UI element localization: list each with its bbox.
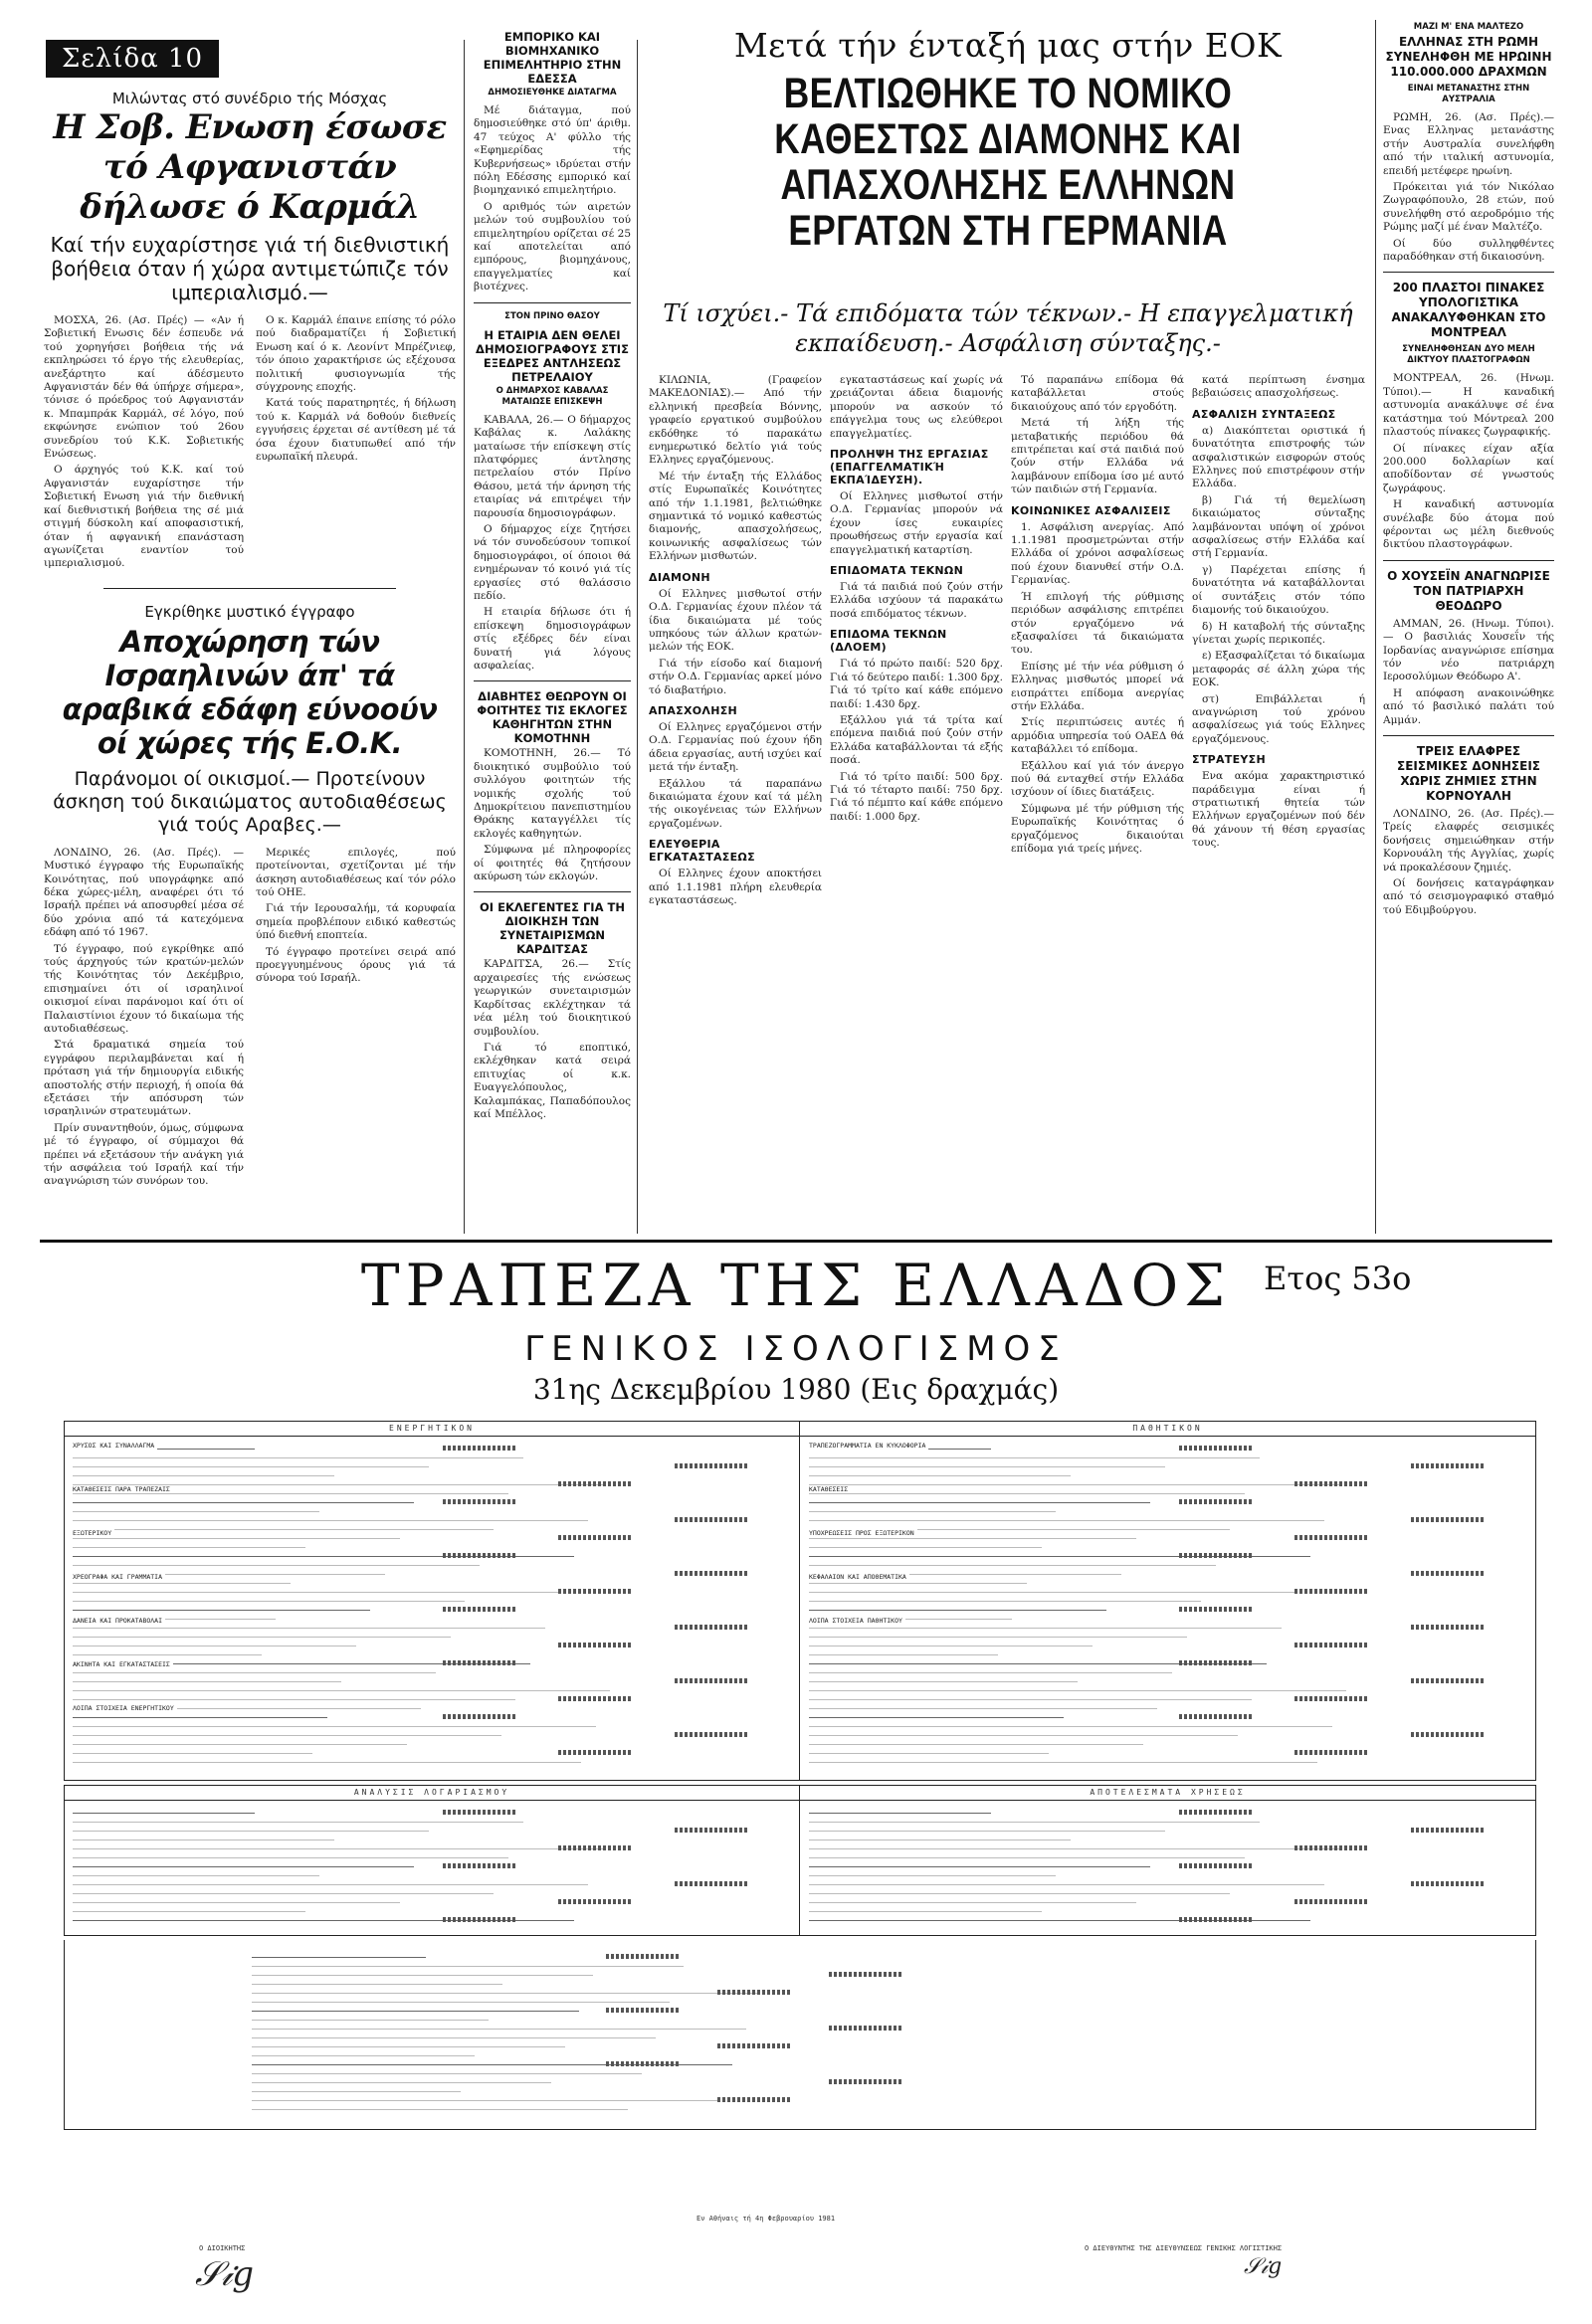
table-amount: [1294, 1899, 1368, 1904]
israel-paragraph: Γιά τήν Ιερουσαλήμ, τά κορυφαία σημεία προβλέπουν ειδικό καθεστώς ύπό διεθνή εποπτεία.: [256, 902, 456, 942]
table-label: ΕΞΩΤΕΡΙΚΟΥ: [73, 1529, 114, 1537]
eok-paragraph: Γιά τά παιδιά πού ζούν στήν Ελλάδα ισχύουν τά παρακάτω ποσά επιδόματος τέκνων.: [830, 581, 1003, 620]
table-amount: [558, 1696, 632, 1701]
table-rule: [73, 1654, 262, 1655]
table-rule: [809, 1547, 1042, 1548]
table-amount: [1294, 1481, 1368, 1486]
balance-notes: [64, 1940, 1536, 2130]
afghan-body: [44, 314, 456, 574]
quake-paragraph: ΛΟΝΔΙΝΟ, 26. (Ασ. Πρές).— Τρείς ελαφρές σεισμικές δονήσεις σημειώθηκαν στήν Κορνουάλη τής Αγγλίας, χωρίς νά προκαλέσουν ζημιές.: [1383, 808, 1554, 873]
students-paragraph: ΚΟΜΟΤΗΝΗ, 26.— Τό διοικητικό συμβούλιο τού συλλόγου φοιτητών τής νομικής σχολής τού Δημοκρίτειου πανεπιστημίου Θράκης καταγγέλλει τίς εκλογές καθηγητών.: [474, 747, 631, 840]
table-rule: [809, 1601, 1201, 1602]
table-rule: [73, 1466, 429, 1467]
montreal-subhead: ΣΥΝΕΛΗΦΘΗΣΑΝ ΔΥΟ ΜΕΛΗ ΔΙΚΤΥΟΥ ΠΛΑΣΤΟΓΡΑΦΩΝ: [1402, 344, 1535, 366]
montreal-paragraph: Η καναδική αστυνομία συνέλαβε δύο άτομα πού φέρονται ως μέλη διεθνούς δικτύου πλαστογράφων.: [1383, 498, 1554, 551]
table-rule: [73, 1565, 480, 1566]
table-label: ΚΑΤΑΘΕΣΕΙΣ ΠΑΡΑ ΤΡΑΠΕΖΑΙΣ: [73, 1485, 173, 1493]
table-label: ΚΕΦΑΛΑΙΟΝ ΚΑΙ ΑΠΟΘΕΜΑΤΙΚΑ: [809, 1573, 909, 1581]
table-amount: [675, 1571, 748, 1576]
table-amount: [558, 1589, 632, 1594]
table-rule: [252, 2055, 475, 2056]
divider: [474, 302, 631, 303]
table-rule: [809, 1744, 1143, 1745]
table-amount: [1294, 1643, 1368, 1647]
table-amount: [443, 1499, 516, 1504]
table-rule: [73, 1529, 494, 1530]
governor-signature: 𝒮𝒾𝑔: [195, 2254, 255, 2294]
table-amount: [1294, 1535, 1368, 1540]
table-rule: [252, 1984, 502, 1985]
divider: [103, 588, 396, 589]
liabilities-header: ΠΑΘΗΤΙΚΟΝ: [800, 1422, 1535, 1437]
table-rule: [809, 1654, 998, 1655]
table-amount: [443, 1553, 516, 1558]
montreal-paragraph: Οί πίνακες είχαν αξία 200.000 δολλαρίων καί αποδίδονταν σέ γνωστούς ζωγράφους.: [1383, 442, 1554, 494]
table-rule: [809, 1502, 1150, 1503]
chamber-paragraph: Μέ διάταγμα, πού δημοσιεύθηκε στό ύπ' άριθμ. 47 τεύχος Α' φύλλο τής «Εφημερίδας τής Κυβερνήσεως» ιδρύεται στήν πόλη Εδέσσης εμπορικό καί βιομηχανικό επιμελητήριο.: [474, 104, 631, 197]
eok-subhead: ΔΙΑΜΟΝΗ: [649, 570, 710, 584]
table-label: ΚΑΤΑΘΕΣΕΙΣ: [809, 1485, 851, 1493]
balance-table-lower: [64, 1785, 1536, 1936]
table-amount: [829, 2079, 902, 2084]
eok-paragraph: Εξάλλου καί γιά τόν άνεργο πού θά ενταχθεί στήν Ελλάδα ισχύουν οί ίδιες διατάξεις.: [1011, 759, 1184, 799]
table-amount: [1179, 1917, 1253, 1922]
quake-headline: ΤΡΕΙΣ ΕΛΑΦΡΕΣ ΣΕΙΣΜΙΚΕΣ ΔΟΝΗΣΕΙΣ ΧΩΡΙΣ ΖΗΜΙΕΣ ΣΤΗΝ ΚΟΡΝΟΥΑΛΗ: [1397, 744, 1540, 803]
eok-column-c: [1011, 374, 1184, 1230]
table-rule: [73, 1547, 305, 1548]
afghan-headline: Η Σοβ. Ενωση έσωσε τό Αφγανιστάν δήλωσε ό Καρμάλ: [53, 107, 447, 227]
israel-paragraph: Πρίν συναντηθούν, όμως, σύμφωνα μέ τό έγγραφο, οί σύμμαχοι θά πρέπει νά εξετάσουν τήν ανάγκη γιά τήν ασφάλεια τού Ισραήλ καί τήν αναγνώριση τών συνόρων του.: [44, 1121, 244, 1188]
table-rule: [809, 1884, 1324, 1885]
afghan-kicker: Μιλώντας στό συνέδριο τής Μόσχας: [111, 90, 388, 107]
divider: [474, 680, 631, 681]
table-rule: [73, 1592, 559, 1593]
table-rule: [252, 2073, 642, 2074]
table-rule: [73, 1831, 429, 1832]
table-rule: [73, 1911, 305, 1912]
eok-paragraph: Σύμφωνα μέ τήν ρύθμιση τής Ευρωπαϊκής Κοινότητας ό εργαζόμενος δικαιούται επίδομα γιά τρείς μήνες.: [1011, 802, 1184, 855]
table-rule: [809, 1484, 1339, 1485]
table-amount: [443, 1607, 516, 1612]
divider: [1383, 272, 1554, 273]
table-amount: [675, 1881, 748, 1886]
coops-headline: ΟΙ ΕΚΛΕΓΕΝΤΕΣ ΓΙΑ ΤΗ ΔΙΟΙΚΗΣΗ ΤΩΝ ΣΥΝΕΤΑΙΡΙΣΜΩΝ ΚΑΡΔΙΤΣΑΣ: [480, 900, 625, 957]
table-rule: [252, 2082, 551, 2083]
montreal-paragraph: ΜΟΝΤΡΕΑΛ, 26. (Ηνωμ. Τύποι).— Η καναδική αστυνομία ανακάλυψε σέ ένα κατάστημα τού Μόντρεαλ 200 πλαστούς πίνακες ζωγραφικής.: [1383, 372, 1554, 439]
table-rule: [73, 1538, 400, 1539]
table-rule: [73, 1699, 515, 1700]
table-amount: [443, 1714, 516, 1719]
table-rule: [809, 1475, 1071, 1476]
table-rule: [252, 1993, 760, 1994]
table-rule: [809, 1813, 991, 1814]
rome-paragraph: Πρόκειται γιά τόν Νικόλαο Ζωγραφόπουλο, 28 ετών, πού συνελήφθη στό αεροδρόμιο τής Ρώμης μαζί μέ έναν Μαλτέζο.: [1383, 181, 1554, 234]
pl-left-header: ΑΝΑΛΥΣΙΣ ΛΟΓΑΡΙΑΣΜΟΥ: [65, 1786, 800, 1801]
table-rule: [252, 2091, 461, 2092]
table-amount: [1411, 1881, 1485, 1886]
israel-deck: Παράνομοι οί οικισμοί.— Προτείνουν άσκηση τού δικαιώματος αυτοδιαθέσεως γιά τούς Αραβες.—: [53, 767, 447, 836]
eok-paragraph: Οί Ελληνες μισθωτοί στήν Ο.Δ. Γερμανίας μπορούν νά έχουν ίσες ευκαιρίες προωθήσεως στήν εργασία καί επαγγελματική καταρτίση.: [830, 490, 1003, 556]
table-amount: [717, 2097, 791, 2102]
chamber-paragraph: Ο αριθμός τών αιρετών μελών τού συμβουλίου τού επιμελητηρίου ορίζεται σέ 25 καί αποτελείται από εμπόρους, βιομηχάνους, επαγγελματίες καί βιοτέχνες.: [474, 200, 631, 293]
table-rule: [73, 1726, 596, 1727]
table-rule: [73, 1601, 465, 1602]
students-headline: ΔΙΑΒΗΤΕΣ ΘΕΩΡΟΥΝ ΟΙ ΦΟΙΤΗΤΕΣ ΤΙΣ ΕΚΛΟΓΕΣ ΚΑΘΗΓΗΤΩΝ ΣΤΗΝ ΚΟΜΟΤΗΝΗ: [477, 689, 628, 746]
table-rule: [809, 1583, 1027, 1584]
eok-paragraph: Ή επιλογή τής ρύθμισης περιόδων ασφάλισης επιτρέπει στόν εργαζόμενο νά εξασφαλίσει τά δικαιώματα του.: [1011, 590, 1184, 657]
oil-paragraph: ΚΑΒΑΛΑ, 26.— Ο δήμαρχος Καβάλας κ. Λαλάκης ματαίωσε τήν επίσκεψη στίς πλατφόρμες άντλησης πετρελαίου στόν Πρίνο Θάσου, μετά τήν άρνηση τής εταιρίας νά επιτρέψει τήν παρουσία δημοσιογράφων.: [474, 413, 631, 519]
table-rule: [73, 1610, 370, 1611]
divider: [1383, 560, 1554, 561]
table-label: ΧΡΕΟΓΡΑΦΑ ΚΑΙ ΓΡΑΜΜΑΤΙΑ: [73, 1573, 165, 1581]
table-rule: [809, 1822, 1260, 1823]
table-amount: [1411, 1678, 1485, 1683]
table-rule: [809, 1831, 1165, 1832]
afghan-paragraph: Ο άρχηγός τού Κ.Κ. καί τού Αφγανιστάν ευχαρίστησε τήν Σοβιετική Ενωση γιά τήν διεθνική καί διεθνιστική βοήθεια της σέ μιά στιγμή δύσκολη καί αποφασιστική, όταν ή αφγανική επανάσταση αγωνίζεται εναντίον τού ιμπεριαλισμού.: [44, 464, 244, 570]
afghan-paragraph: ΜΟΣΧΑ, 26. (Ασ. Πρές) — «Αν ή Σοβιετική Ενωσις δέν έσπευδε νά τού χορηγήσει βοήθεια τής νά εκπληρώσει τό έργο τής ελευθερίας, ανεξάρτητο καί άδέσμευτο Αφγανιστάν δέν θά ύπήρχε σήμερα», τόνισε ό πρόεδρος τού Αφγανιστάν κ. Μπαμπράκ Καρμάλ, σέ λόγο, πού εκφώνησε ενώπιον τού 26ου συνεδρίου τού Κ.Κ. Σοβιετικής Ενώσεως.: [44, 314, 244, 461]
table-amount: [1411, 1517, 1485, 1522]
second-column: [474, 30, 631, 1234]
table-rule: [809, 1911, 1042, 1912]
table-rule: [809, 1902, 1136, 1903]
table-label: ΛΟΙΠΑ ΣΤΟΙΧΕΙΑ ΕΝΕΡΓΗΤΙΚΟΥ: [73, 1704, 177, 1712]
eok-header: [645, 26, 1371, 324]
table-rule: [809, 1848, 1339, 1849]
table-amount: [1179, 1863, 1253, 1868]
table-label: ΥΠΟΧΡΕΩΣΕΙΣ ΠΡΟΣ ΕΞΩΤΕΡΙΚΟΝ: [809, 1529, 917, 1537]
table-rule: [809, 1726, 1332, 1727]
table-rule: [809, 1857, 1245, 1858]
table-rule: [73, 1717, 327, 1718]
eok-paragraph: Στίς περιπτώσεις αυτές ή αρμόδια υπηρεσία τού ΟΑΕΔ θά καταβάλλει τό επίδομα.: [1011, 716, 1184, 756]
eok-paragraph: κατά περίπτωση ένσημα βεβαιώσεις απασχολήσεως.: [1192, 374, 1365, 400]
table-amount: [443, 1863, 516, 1868]
table-amount: [606, 2061, 680, 2066]
table-rule: [809, 1875, 1056, 1876]
oil-paragraph: Ο δήμαρχος είχε ζητήσει νά τόν συνοδεύσουν τοπικοί δημοσιογράφοι, οί όποιοι θά ενημέρωναν τό κοινό γιά τίς εργασίες στό θαλάσσιο πεδίο.: [474, 522, 631, 602]
table-rule: [73, 1457, 523, 1458]
table-amount: [1411, 1625, 1485, 1630]
table-amount: [1294, 1696, 1368, 1701]
page-label: Σελίδα 10: [46, 40, 219, 78]
oil-paragraph: Η εταιρία δήλωσε ότι ή επίσκεψη δημοσιογράφων στίς εξέδρες δέν είναι δυνατή γιά λόγους ασφαλείας.: [474, 606, 631, 672]
table-rule: [252, 2109, 628, 2110]
eok-paragraph: εγκαταστάσεως καί χωρίς νά χρειάζονται άδεια διαμονής μπορούν να ασκούν τό επάγγελμα τους ως ελεύθεροι επαγγελματίες.: [830, 374, 1003, 440]
students-paragraph: Σύμφωνα μέ πληροφορίες οί φοιτητές θά ζητήσουν ακύρωση τών εκλογών.: [474, 844, 631, 883]
eok-paragraph: Επίσης μέ τήν νέα ρύθμιση ό Ελληνας μισθωτός μπορεί νά εισπράττει επίδομα ανεργίας στήν Ελλάδα.: [1011, 660, 1184, 712]
table-rule: [809, 1592, 1295, 1593]
hussein-paragraph: Η απόφαση ανακοινώθηκε από τό βασιλικό παλάτι τού Αμμάν.: [1383, 686, 1554, 726]
table-rule: [809, 1708, 1157, 1709]
eok-paragraph: Εξάλλου γιά τά τρίτα καί επόμενα παιδιά πού ζούν στήν Ελλάδα καταβάλλονται τά εξής ποσά.: [830, 713, 1003, 767]
eok-subhead: ΚΟΙΝΩΝΙΚΕΣ ΑΣΦΑΛΙΣΕΙΣ: [1011, 503, 1171, 517]
table-amount: [1179, 1714, 1253, 1719]
eok-paragraph: Οί Ελληνες εργαζόμενοι στήν Ο.Δ. Γερμανίας πού έχουν ήδη άδεια εργασίας, αυτή ισχύει καί μετά τήν ένταξη.: [649, 720, 822, 774]
table-rule: [809, 1717, 1064, 1718]
table-label: ΔΑΝΕΙΑ ΚΑΙ ΠΡΟΚΑΤΑΒΟΛΑΙ: [73, 1617, 165, 1625]
table-rule: [809, 1762, 1317, 1763]
table-rule: [252, 1957, 426, 1958]
hussein-paragraph: ΑΜΜΑΝ, 26. (Ηνωμ. Τύποι).— Ο βασιλιάς Χουσεΐν τής Ιορδανίας αναγνώρισε επίσημα τόν νέο πατριάρχη Ιεροσολύμων Θεόδωρο Α'.: [1383, 617, 1554, 683]
coops-paragraph: ΚΑΡΔΙΤΣΑ, 26.— Στίς αρχαιρεσίες τής ενώσεως γεωργικών συνεταιρισμών Καρδίτσας εκλέχτηκαν τά νέα μέλη τού διοικητικού συμβουλίου.: [474, 958, 631, 1038]
column-rule: [464, 40, 465, 1234]
table-amount: [606, 1954, 680, 1959]
israel-paragraph: ΛΟΝΔΙΝΟ, 26. (Ασ. Πρές). — Μυστικό έγγραφο τής Ευρωπαϊκής Κοινότητας, πού υπογράφηκε από δέκα χώρες-μέλη, αναφέρει ότι τό Ισραήλ πρέπει νά αποσυρθεί μέσα σέ δύο χρόνια από τά κατεχόμενα εδάφη από τό 1967.: [44, 846, 244, 939]
table-rule: [252, 2002, 670, 2003]
israel-body: [44, 847, 456, 1192]
table-rule: [252, 2029, 746, 2030]
eok-paragraph: Ενα ακόμα χαρακτηριστικό παράδειγμα είναι ή στρατιωτική θητεία τών Ελλήνων εργαζομένων πού δέν θά χάνουν τή θέση εργασίας τους.: [1192, 770, 1365, 850]
eok-paragraph: α) Διακόπτεται οριστικά ή δυνατότητα επιστροφής τών ασφαλιστικών εισφορών στούς Ελληνες πού επιστρέφουν στήν Ελλάδα.: [1192, 424, 1365, 490]
table-amount: [675, 1463, 748, 1468]
table-amount: [1411, 1571, 1485, 1576]
table-amount: [675, 1625, 748, 1630]
table-rule: [73, 1628, 545, 1629]
oil-kicker: ΣΤΟΝ ΠΡΙΝΟ ΘΑΣΟΥ: [504, 310, 600, 321]
eok-kicker: Μετά τήν ένταξή μας στήν ΕΟΚ: [733, 26, 1283, 65]
assets-header: ΕΝΕΡΓΗΤΙΚΟΝ: [65, 1422, 800, 1437]
bank-year: Ετος 53ο: [1264, 1259, 1412, 1297]
eok-paragraph: ΚΙΛΩΝΙΑ, (Γραφείον ΜΑΚΕΔΟΝΙΑΣ).— Από τήν ελληνική πρεσβεία Βόννης, γραφείο εργατικού συμβούλου εκδόθηκε τό παρακάτω ενημερωτικό δελτίο γιά τούς Ελληνες εργαζόμενους.: [649, 374, 822, 467]
table-rule: [809, 1753, 1049, 1754]
table-rule: [73, 1893, 494, 1894]
table-rule: [252, 2046, 565, 2047]
eok-paragraph: Γιά τό τρίτο παιδί: 500 δρχ. Γιά τό τέταρτο παιδί: 750 δρχ. Γιά τό πέμπτο καί κάθε επόμενο παιδί: 1.000 δρχ.: [830, 770, 1003, 823]
table-rule: [809, 1511, 1056, 1512]
table-rule: [252, 2020, 489, 2021]
rome-paragraph: Οί δύο συλληφθέντες παραδόθηκαν στή δικαιοσύνη.: [1383, 237, 1554, 264]
eok-deck: Τί ισχύει.- Τά επιδόματα τών τέκνων.- Η επαγγελματική εκπαίδευση.- Ασφάλιση σύνταξης.-: [663, 299, 1353, 357]
eok-paragraph: Γιά τήν είσοδο καί διαμονή στήν Ο.Δ. Γερμανίας αρκεί μόνο τό διαβατήριο.: [649, 657, 822, 696]
table-rule: [73, 1583, 291, 1584]
eok-paragraph: Οί Ελληνες έχουν αποκτήσει από 1.1.1981 πλήρη ελευθερία εγκαταστάσεως.: [649, 868, 822, 906]
israel-paragraph: Στά δραματικά σημεία τού εγγράφου περιλαμβάνεται καί ή πρόταση γιά τήν δημιουργία ειδικής αποστολής στήν περιοχή, ή οποία θά εξετάσει τήν απόσυρση τών ισραηλινών στρατευμάτων.: [44, 1039, 244, 1118]
table-rule: [73, 1822, 523, 1823]
balance-table-upper: [64, 1421, 1536, 1781]
eok-paragraph: Μετά τή λήξη τής μεταβατικής περιόδου θά επιτρέπεται καί στά παιδιά πού ζούν στήν Ελλάδα νά λαμβάνουν επίδομα ίσο μέ αυτό τών παιδιών στή Γερμανία.: [1011, 417, 1184, 496]
table-rule: [809, 1628, 1282, 1629]
eok-paragraph: Εξάλλου τά παραπάνω δικαιώματα έχουν καί τά μέλη τής οικογένειας τών Ελλήνων εργαζομένων.: [649, 777, 822, 830]
rome-kicker: ΜΑΖΙ Μ' ΕΝΑ ΜΑΛΤΕΖΟ: [1413, 22, 1524, 32]
table-rule: [252, 1966, 684, 1967]
table-rule: [809, 1681, 1078, 1682]
section-rule: [40, 1240, 1552, 1243]
table-rule: [73, 1502, 414, 1503]
table-amount: [1179, 1607, 1253, 1612]
table-amount: [1179, 1499, 1253, 1504]
eok-subhead: ΑΠΑΣΧΟΛΗΣΗ: [649, 703, 738, 717]
table-rule: [73, 1866, 414, 1867]
left-column: [44, 90, 456, 1234]
table-label: ΤΡΑΠΕΖΟΓΡΑΜΜΑΤΙΑ ΕΝ ΚΥΚΛΟΦΟΡΙΑ: [809, 1442, 928, 1450]
eok-paragraph: Γιά τό πρώτο παιδί: 520 δρχ. Γιά τό δεύτερο παιδί: 1.300 δρχ. Γιά τό τρίτο καί κάθε επόμενο παιδί: 1.430 δρχ.: [830, 658, 1003, 710]
oil-headline: Η ΕΤΑΙΡΙΑ ΔΕΝ ΘΕΛΕΙ ΔΗΜΟΣΙΟΓΡΑΦΟΥΣ ΣΤΙΣ ΕΞΕΔΡΕΣ ΑΝΤΛΗΣΕΩΣ ΠΕΤΡΕΛΑΙΟΥ: [476, 327, 629, 384]
rome-subhead: ΕΙΝΑΙ ΜΕΤΑΝΑΣΤΗΣ ΣΤΗΝ ΑΥΣΤΡΑΛΙΑ: [1407, 84, 1530, 104]
table-amount: [829, 2026, 902, 2031]
eok-subhead: ΑΣΦΑΛΙΣΗ ΣΥΝΤΑΞΕΩΣ: [1192, 407, 1336, 421]
israel-headline: Αποχώρηση τών Ισραηλινών άπ' τά αραβικά εδάφη εύνοούν οί χώρες τής Ε.Ο.Κ.: [62, 624, 438, 760]
table-amount: [1411, 1463, 1485, 1468]
eok-column-a: [649, 374, 822, 1230]
pl-right-header: ΑΠΟΤΕΛΕΣΜΑΤΑ ΧΡΗΣΕΩΣ: [800, 1786, 1535, 1801]
hussein-headline: Ο ΧΟΥΣΕΪΝ ΑΝΑΓΝΩΡΙΣΕ ΤΟΝ ΠΑΤΡΙΑΡΧΗ ΘΕΟΔΩΡΟ: [1387, 568, 1550, 613]
table-rule: [809, 1466, 1165, 1467]
table-rule: [809, 1538, 1136, 1539]
afghan-deck: Καί τήν ευχαρίστησε γιά τή διεθνιστική βοήθεια όταν ή χώρα αντιμετώπιζε τόν ιμπεριαλισμό.—: [50, 233, 450, 304]
table-rule: [73, 1884, 588, 1885]
table-rule: [809, 1672, 1172, 1673]
israel-paragraph: Τό έγγραφο προτείνει σειρά από προεγγυημένους όρους γιά τά σύνορα τού Ισραήλ.: [256, 945, 456, 985]
table-rule: [73, 1520, 588, 1521]
table-amount: [558, 1845, 632, 1850]
eok-paragraph: στ) Επιβάλλεται ή αναγνώριση τού χρόνου ασφαλίσεως γιά τούς Ελληνες εργαζόμενους.: [1192, 692, 1365, 745]
table-amount: [1411, 1828, 1485, 1833]
table-rule: [252, 2011, 579, 2012]
rome-headline: ΕΛΛΗΝΑΣ ΣΤΗ ΡΩΜΗ ΣΥΝΕΛΗΦΘΗ ΜΕ ΗΡΩΙΝΗ 110.000.000 ΔΡΑΧΜΩΝ: [1385, 35, 1552, 79]
table-rule: [73, 1493, 508, 1494]
table-amount: [558, 1535, 632, 1540]
table-amount: [1179, 1660, 1253, 1665]
table-rule: [252, 1975, 593, 1976]
table-rule: [809, 1520, 1324, 1521]
table-rule: [809, 1690, 1346, 1691]
table-amount: [558, 1750, 632, 1755]
bank-title: ΤΡΑΠΕΖΑ ΤΗΣ ΕΛΛΑΔΟΣ: [360, 1252, 1232, 1319]
table-label: ΑΚΙΝΗΤΑ ΚΑΙ ΕΓΚΑΤΑΣΤΑΣΕΙΣ: [73, 1660, 173, 1668]
table-rule: [73, 1681, 341, 1682]
column-rule: [637, 40, 638, 1234]
table-rule: [73, 1735, 501, 1736]
table-amount: [829, 1972, 902, 1977]
right-column: [1383, 22, 1554, 1232]
eok-subhead: ΕΛΕΥΘΕΡΙΑ ΕΓΚΑΤΑΣΤΑΣΕΩΣ: [649, 838, 755, 865]
table-amount: [443, 1660, 516, 1665]
eok-paragraph: Οί Ελληνες μισθωτοί στήν Ο.Δ. Γερμανίας έχουν πλέον τά ίδια δικαιώματα μέ τούς υπηκόους τών άλλων κρατών-μελών τής ΕΟΚ.: [649, 587, 822, 654]
table-rule: [73, 1813, 255, 1814]
table-amount: [1179, 1553, 1253, 1558]
table-rule: [809, 1699, 1252, 1700]
table-amount: [1179, 1810, 1253, 1815]
table-amount: [1294, 1845, 1368, 1850]
director-label: Ο ΔΙΕΥΘΥΝΤΗΣ ΤΗΣ ΔΙΕΥΘΥΝΣΕΩΣ ΓΕΝΙΚΗΣ ΛΟΓΙΣΤΙΚΗΣ: [1085, 2244, 1283, 2252]
table-divider: [799, 1786, 800, 1935]
rome-paragraph: ΡΩΜΗ, 26. (Ασ. Πρές).— Ενας Ελληνας μετανάστης στήν Αυστραλία συνελήφθη από τήν ιταλική αστυνομία, επειδή μετέφερε ηρωίνη.: [1383, 111, 1554, 177]
table-rule: [252, 2100, 718, 2101]
eok-paragraph: Μέ τήν ένταξη τής Ελλάδος στίς Ευρωπαϊκές Κοινότητες από τήν 1.1.1981, βελτιώθηκε σημαντικά τό νομικό καθεστώς διαμονής, απασχολήσεως, κοινωνικής ασφαλίσεως τών Ελλήνων μισθωτών.: [649, 470, 822, 563]
eok-column-b: [830, 374, 1003, 1230]
bank-date: 31ης Δεκεμβρίου 1980 (Εις δραχμάς): [532, 1373, 1060, 1406]
afghan-paragraph: Κατά τούς παρατηρητές, ή δήλωση τού κ. Καρμάλ νά δοθούν διεθνείς εγγυήσεις έρχεται σέ αντίθεση μέ τά όσα έχουν διατυπωθεί από τήν ευρωπαϊκή πλευρά.: [256, 397, 456, 464]
table-rule: [809, 1893, 1230, 1894]
eok-deck-wrap: [645, 298, 1371, 368]
eok-subhead: ΣΤΡΑΤΕΥΣΗ: [1192, 753, 1266, 767]
table-amount: [558, 1481, 632, 1486]
table-amount: [1294, 1750, 1368, 1755]
table-rule: [809, 1457, 1260, 1458]
table-amount: [443, 1446, 516, 1451]
oil-subhead: Ο ΔΗΜΑΡΧΟΣ ΚΑΒΑΛΑΣ ΜΑΤΑΙΩΣΕ ΕΠΙΣΚΕΨΗ: [496, 385, 609, 407]
chamber-subhead: ΔΗΜΟΣΙΕΥΘΗΚΕ ΔΙΑΤΑΓΜΑ: [488, 88, 617, 97]
table-amount: [1294, 1589, 1368, 1594]
table-rule: [73, 1744, 407, 1745]
table-amount: [558, 1643, 632, 1647]
afghan-paragraph: Ο κ. Καρμάλ έπαινε επίσης τό ρόλο πού διαδραματίζει ή Σοβιετική Ενωση καί ό κ. Λεονίντ Μπρέζνιεφ, τόν όποιο χαρακτήρισε ώς εξέχουσα πολιτική φυσιογνωμία τής σύγχρονης εποχής.: [256, 314, 456, 394]
column-rule: [1375, 20, 1376, 1234]
director-signature: 𝒮𝒾𝑔: [1244, 2254, 1283, 2279]
table-rule: [73, 1762, 581, 1763]
table-rule: [809, 1565, 1216, 1566]
table-rule: [73, 1475, 334, 1476]
table-amount: [1179, 1446, 1253, 1451]
eok-column-d: [1192, 374, 1365, 1230]
quake-paragraph: Οί δονήσεις καταγράφηκαν από τό σεισμογραφικό σταθμό τού Εδιμβούργου.: [1383, 877, 1554, 916]
table-amount: [717, 1990, 791, 1995]
table-amount: [443, 1917, 516, 1922]
table-rule: [809, 1493, 1245, 1494]
eok-paragraph: β) Γιά τή θεμελίωση δικαιώματος σύνταξης λαμβάνονται υπόψη οί χρόνοι ασφαλίσεως στήν Ελλάδα καί στή Γερμανία.: [1192, 493, 1365, 560]
table-label: ΧΡΥΣΟΣ ΚΑΙ ΣΥΝΑΛΛΑΓΜΑ: [73, 1442, 157, 1450]
eok-subhead: ΕΠΙΔΟΜΑ ΤΕΚΝΩΝ (ΔΛΟΕΜ): [830, 628, 947, 655]
table-rule: [809, 1637, 1187, 1638]
table-rule: [252, 2037, 656, 2038]
sheet-date: Εν Αθήναις τή 4η Φεβρουαρίου 1981: [696, 2215, 836, 2223]
table-rule: [73, 1637, 451, 1638]
table-amount: [717, 2043, 791, 2048]
table-rule: [73, 1753, 312, 1754]
eok-paragraph: γ) Παρέχεται επίσης ή δυνατότητα νά καταβάλλονται οί συντάξεις στόν τόπο διαμονής τού δικαιούχου.: [1192, 563, 1365, 617]
table-rule: [73, 1902, 400, 1903]
eok-paragraph: Τό παραπάνω επίδομα θά καταβάλλεται στούς δικαιούχους από τόν εργοδότη.: [1011, 374, 1184, 413]
table-rule: [73, 1848, 603, 1849]
eok-paragraph: δ) Η καταβολή τής σύνταξης γίνεται χωρίς περικοπές.: [1192, 620, 1365, 646]
eok-subhead: ΕΠΙΔΟΜΑΤΑ ΤΕΚΝΩΝ: [830, 564, 964, 578]
table-amount: [558, 1899, 632, 1904]
table-rule: [73, 1875, 319, 1876]
chamber-headline: ΕΜΠΟΡΙΚΟ ΚΑΙ ΒΙΟΜΗΧΑΝΙΚΟ ΕΠΙΜΕΛΗΤΗΡΙΟ ΣΤΗΝ ΕΔΕΣΣΑ: [483, 30, 622, 86]
table-amount: [675, 1678, 748, 1683]
table-rule: [73, 1857, 508, 1858]
divider: [474, 891, 631, 892]
israel-paragraph: Τό έγγραφο, πού εγκρίθηκε από τούς άρχηγούς τών κρατών-μελών τής Κοινότητας τόν Δεκέμβριο, επισημαίνει ότι οί ισραηλινοί οικισμοί είναι παράνομοι καί ότι οί Παλαιστίνιοι έχουν τό δικαίωμα τής αυτοδιαθέσεως.: [44, 942, 244, 1035]
table-rule: [73, 1672, 436, 1673]
table-amount: [675, 1732, 748, 1737]
table-rule: [809, 1610, 1106, 1611]
eok-paragraph: ε) Εξασφαλίζεται τό δικαίωμα μεταφοράς σέ άλλη χώρα τής ΕΟΚ.: [1192, 650, 1365, 689]
divider: [1383, 735, 1554, 736]
table-amount: [675, 1828, 748, 1833]
table-amount: [606, 2008, 680, 2013]
israel-paragraph: Μερικές επιλογές, πού προτείνονται, σχετίζονται μέ τήν άσκηση αυτοδιαθέσεως καί τόν ρόλο τού ΟΗΕ.: [256, 846, 456, 898]
eok-subhead: ΠΡΟΛΗΨΗ ΤΗΣ ΕΡΓΑΣΙΑΣ (ΕΠΑΓΓΕΛΜΑΤΙΚΉ ΕΚΠΑΊΔΕΥΣΗ).: [830, 448, 989, 487]
governor-label: Ο ΔΙΟΙΚΗΤΗΣ: [199, 2244, 246, 2252]
eok-paragraph: 1. Ασφάλιση ανεργίας. Από 1.1.1981 προσμετρώνται στήν Ελλάδα οί χρόνοι ασφαλίσεως πού έχουν διανυθεί στήν Ο.Δ. Γερμανίας.: [1011, 520, 1184, 587]
eok-headline: ΒΕΛΤΙΩΘΗΚΕ ΤΟ ΝΟΜΙΚΟ ΚΑΘΕΣΤΩΣ ΔΙΑΜΟΝΗΣ ΚΑΙ ΑΠΑΣΧΟΛΗΣΗΣ ΕΛΛΗΝΩΝ ΕΡΓΑΤΩΝ ΣΤΗ ΓΕΡΜΑΝΙΑ: [774, 70, 1242, 255]
coops-paragraph: Γιά τό εποπτικό, εκλέχθηκαν κατά σειρά επιτυχίας οί κ.κ. Ευαγγελόπουλος, Καλαμπάκας, Παπαδόπουλος καί Μπέλλος.: [474, 1041, 631, 1120]
table-rule: [809, 1735, 1238, 1736]
table-amount: [1411, 1732, 1485, 1737]
table-rule: [73, 1511, 319, 1512]
table-amount: [443, 1810, 516, 1815]
table-rule: [809, 1866, 1150, 1867]
table-label: ΛΟΙΠΑ ΣΤΟΙΧΕΙΑ ΠΑΘΗΤΙΚΟΥ: [809, 1617, 905, 1625]
table-rule: [73, 1690, 610, 1691]
montreal-headline: 200 ΠΛΑΣΤΟΙ ΠΙΝΑΚΕΣ ΥΠΟΛΟΓΙΣΤΙΚΑ ΑΝΑΚΑΛΥΦΘΗΚΑΝ ΣΤΟ ΜΟΝΤΡΕΑΛ: [1391, 281, 1546, 340]
israel-kicker: Εγκρίθηκε μυστικό έγγραφο: [144, 602, 355, 621]
table-divider: [799, 1422, 800, 1780]
bank-subtitle: ΓΕΝΙΚΟΣ ΙΣΟΛΟΓΙΣΜΟΣ: [524, 1329, 1068, 1369]
table-amount: [675, 1517, 748, 1522]
